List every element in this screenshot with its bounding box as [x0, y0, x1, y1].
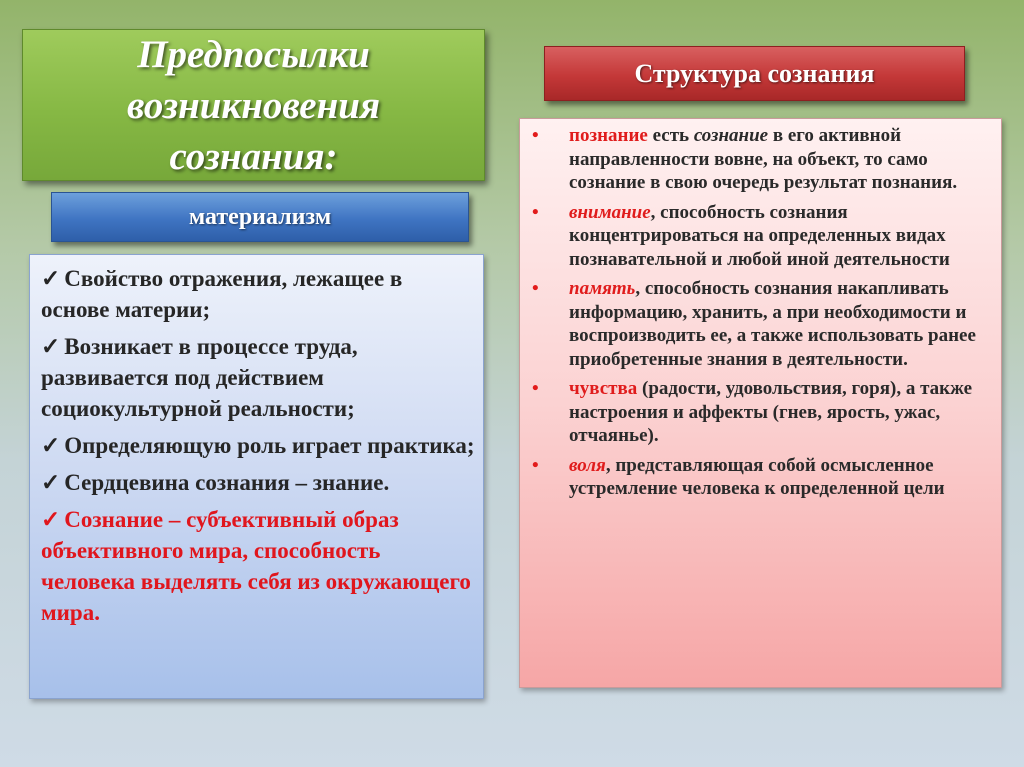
list-item-text: Возникает в процессе труда, развивается под действием социокультурной реальности;: [41, 334, 358, 421]
term-pre: есть: [647, 125, 694, 146]
list-item: [532, 454, 987, 501]
list-item-text: Сознание – субъективный образ объективного мира, способность человека выделять себя из окружающего мира.: [41, 507, 471, 625]
term-definition: , способность сознания концентрироваться на определенных видах познавательной и любой иной деятельности: [569, 201, 950, 270]
check-icon: ✓: [41, 266, 61, 291]
term-cognition: познание: [569, 125, 648, 146]
materialism-heading: материализм: [188, 203, 332, 230]
slide-title: Предпосылки возникновения сознания:: [126, 32, 381, 178]
list-item: [41, 331, 475, 424]
bullet-icon: •: [532, 278, 539, 299]
list-item: [532, 377, 987, 448]
list-item-highlight: [41, 504, 475, 628]
bullet-icon: •: [532, 378, 539, 399]
list-item-text: Сердцевина сознания – знание.: [64, 470, 390, 495]
check-icon: ✓: [41, 507, 61, 532]
structure-list: [519, 118, 1002, 688]
list-item-text: Свойство отражения, лежащее в основе материи;: [41, 266, 403, 322]
term-definition: (радости, удовольствия, горя), а также настроения и аффекты (гнев, ярость, ужас, отчаянье).: [569, 378, 973, 446]
list-item: [532, 201, 987, 272]
term-feelings: чувства: [569, 378, 638, 399]
term-definition: в его активной направленности вовне, на объект, то само сознание в свою очередь результат познания.: [569, 125, 958, 193]
materialism-banner: [51, 192, 469, 242]
term-definition: , представляющая собой осмысленное устремление человека к определенной цели: [569, 454, 945, 499]
bullet-icon: •: [532, 454, 539, 476]
list-item: [532, 124, 987, 195]
bullet-icon: •: [532, 125, 539, 146]
list-item: [41, 467, 475, 498]
structure-heading: Структура сознания: [634, 58, 875, 88]
term-definition: , способность сознания накапливать информацию, хранить, а при необходимости и воспроизводить ее, а также использовать ранее приобретенные знания в деятельности.: [569, 278, 976, 370]
check-icon: ✓: [41, 334, 61, 359]
bullet-icon: •: [532, 201, 539, 223]
check-icon: ✓: [41, 433, 61, 458]
list-item-text: Определяющую роль играет практика;: [64, 433, 475, 458]
term-will: воля: [569, 454, 606, 476]
term-memory: память: [569, 278, 636, 299]
check-icon: ✓: [41, 470, 61, 495]
structure-banner: [544, 46, 965, 101]
term-emphasis: сознание: [693, 125, 769, 146]
list-item: [41, 263, 475, 325]
list-item: [532, 277, 987, 371]
term-attention: внимание: [569, 201, 651, 223]
list-item: [41, 430, 475, 461]
preconditions-list: [29, 254, 484, 699]
title-banner: [22, 29, 485, 181]
